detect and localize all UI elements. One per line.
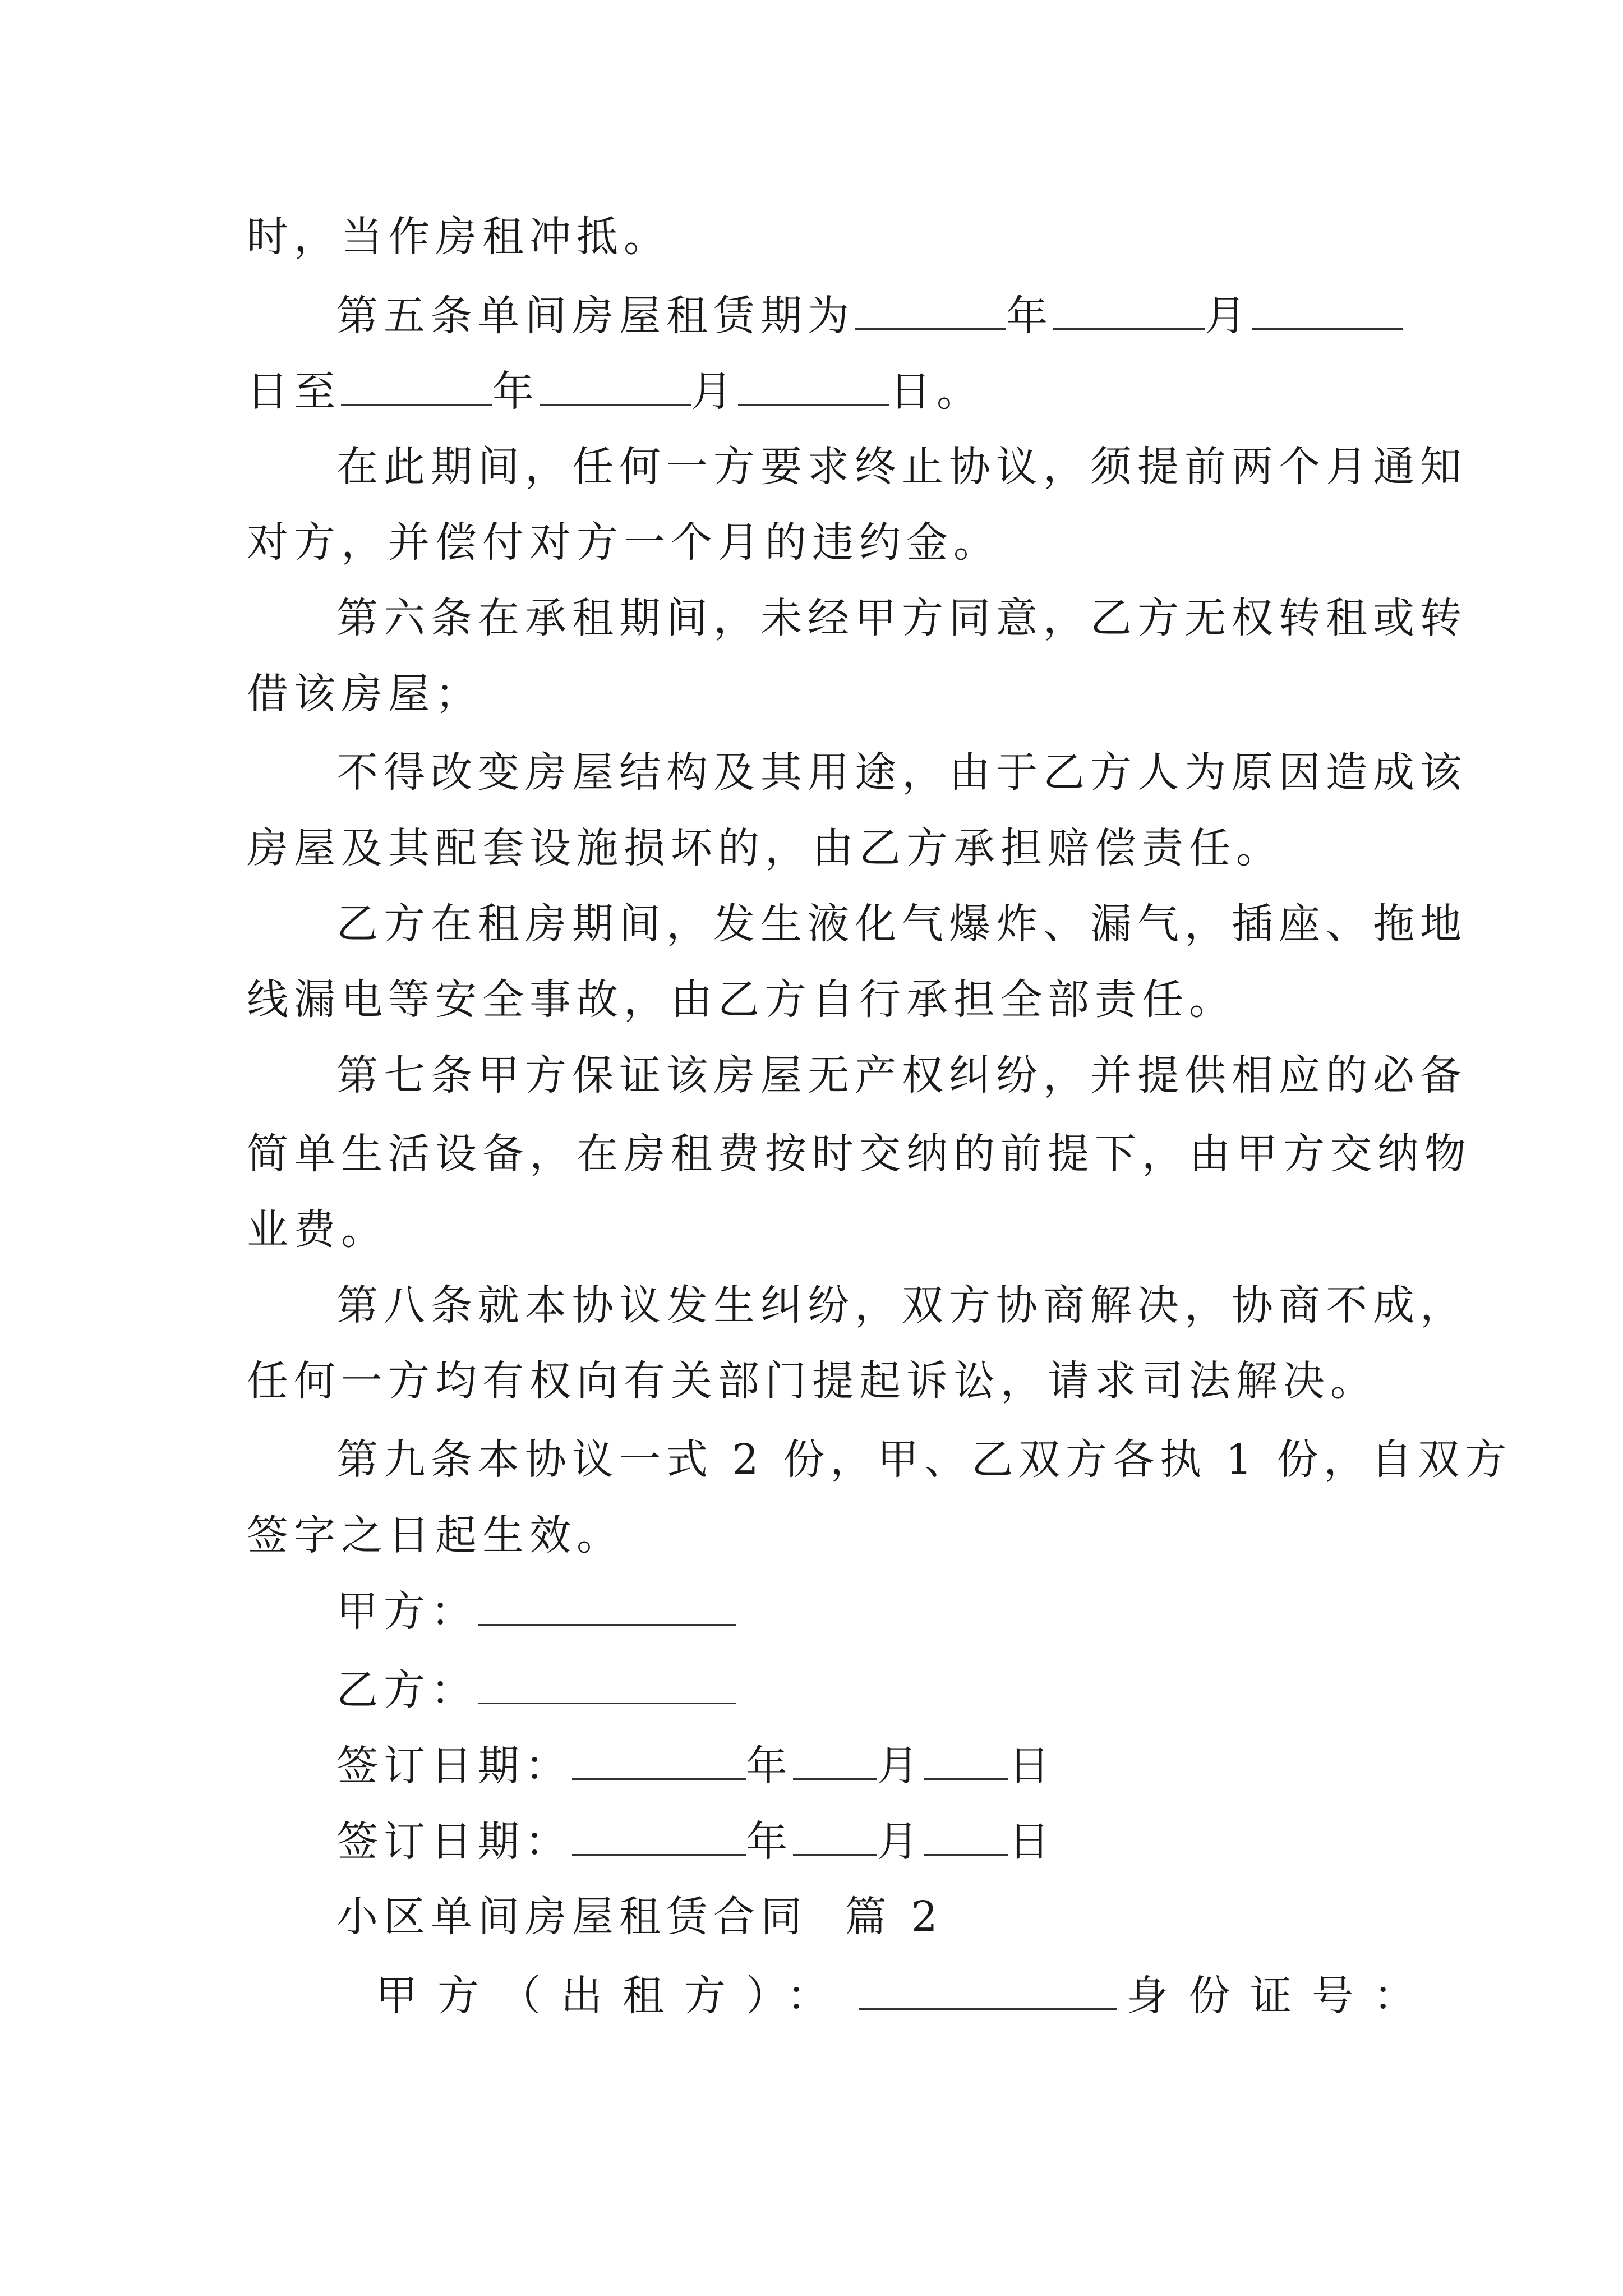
lessor-line: 甲方（出租方）： 身份证号： [376, 1972, 1435, 2020]
paragraph-line: 线漏电等安全事故，由乙方自行承担全部责任。 [247, 976, 1236, 1024]
sign-date-line-2: 签订日期： 年 月 日 [336, 1818, 1055, 1866]
blank-field [1252, 295, 1403, 330]
paragraph-line: 第七条甲方保证该房屋无产权纠纷，并提供相应的必备 [336, 1051, 1467, 1099]
party-a-blank [478, 1590, 736, 1626]
lease-term-line: 第五条单间房屋租赁期为 年 月 [336, 295, 1403, 337]
paragraph-line: 时，当作房租冲抵。 [247, 213, 671, 261]
paragraph-line: 简单生活设备，在房租费按时交纳的前提下，由甲方交纳物 [247, 1130, 1472, 1178]
year-blank [572, 1820, 746, 1856]
party-a-signature-line: 甲方： [336, 1590, 736, 1632]
paragraph-line: 第六条在承租期间，未经甲方同意，乙方无权转租或转 [336, 594, 1467, 642]
party-b-blank [478, 1669, 736, 1704]
party-b-signature-line: 乙方： [336, 1669, 736, 1711]
blank-field [341, 370, 492, 406]
sign-date-line-1: 签订日期： 年 月 日 [336, 1742, 1055, 1790]
paragraph-line: 房屋及其配套设施损坏的，由乙方承担赔偿责任。 [247, 824, 1283, 872]
lease-term-line-2: 日至 年 月 日。 [247, 367, 984, 416]
paragraph-line: 乙方在租房期间，发生液化气爆炸、漏气，插座、拖地 [336, 900, 1467, 948]
section-title: 小区单间房屋租赁合同 篇 2 [336, 1893, 943, 1941]
paragraph-line: 对方，并偿付对方一个月的违约金。 [247, 518, 1000, 567]
blank-field [1053, 295, 1205, 330]
day-blank [924, 1820, 1008, 1856]
day-blank [924, 1745, 1008, 1780]
year-blank [572, 1745, 746, 1780]
paragraph-line: 不得改变房屋结构及其用途，由于乙方人为原因造成该 [336, 748, 1467, 797]
paragraph-line: 借该房屋； [247, 670, 482, 718]
paragraph-line: 任何一方均有权向有关部门提起诉讼，请求司法解决。 [247, 1357, 1377, 1405]
blank-field [855, 295, 1006, 330]
blank-field [540, 370, 691, 406]
blank-field [738, 370, 889, 406]
paragraph-line: 签字之日起生效。 [247, 1511, 624, 1559]
paragraph-line: 业费。 [247, 1205, 388, 1254]
lessor-name-blank [859, 1975, 1117, 2010]
month-blank [793, 1745, 877, 1780]
month-blank [793, 1820, 877, 1856]
paragraph-line: 第九条本协议一式 2 份，甲、乙双方各执 1 份，自双方 [336, 1435, 1513, 1484]
paragraph-line: 第八条就本协议发生纠纷，双方协商解决，协商不成， [336, 1281, 1467, 1329]
paragraph-line: 在此期间，任何一方要求终止协议，须提前两个月通知 [336, 443, 1467, 491]
